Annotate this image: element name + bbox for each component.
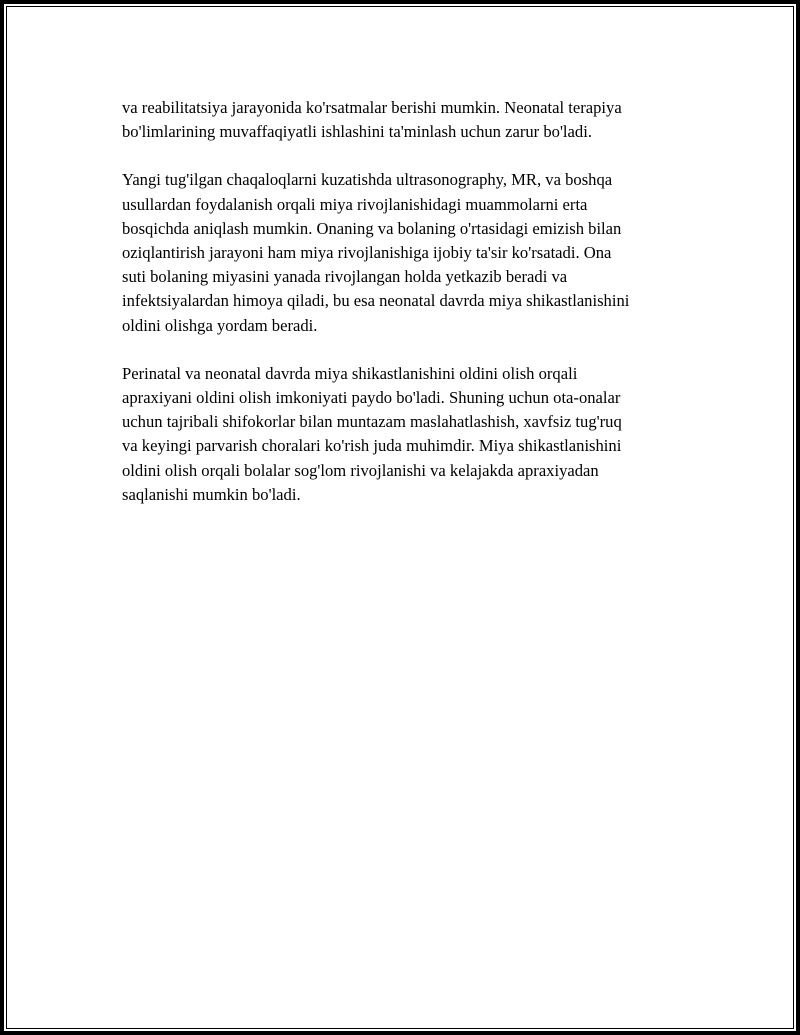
text-line: bo'limlarining muvaffaqiyatli ishlashini ta'minlash uchun zarur bo'ladi. bbox=[122, 122, 592, 142]
text-line: apraxiyani oldini olish imkoniyati paydo bo'ladi. Shuning uchun ota-onalar bbox=[122, 388, 621, 408]
text-line: oziqlantirish jarayoni ham miya rivojlanishiga ijobiy ta'sir ko'rsatadi. Ona bbox=[122, 243, 612, 263]
text-line: saqlanishi mumkin bo'ladi. bbox=[122, 484, 301, 504]
paragraph-1 bbox=[122, 96, 697, 144]
text-line: va reabilitatsiya jarayonida ko'rsatmalar berishi mumkin. Neonatal terapiya bbox=[122, 98, 622, 117]
paragraph-3 bbox=[122, 362, 697, 507]
text-line: suti bolaning miyasini yanada rivojlangan holda yetkazib beradi va bbox=[122, 267, 568, 287]
text-line: uchun tajribali shifokorlar bilan muntazam maslahatlashish, xavfsiz tug'ruq bbox=[122, 412, 622, 432]
text-line: usullardan foydalanish orqali miya rivojlanishidagi muammolarni erta bbox=[122, 194, 588, 214]
text-line: infektsiyalardan himoya qiladi, bu esa neonatal davrda miya shikastlanishini bbox=[122, 291, 630, 311]
text-line: Yangi tug'ilgan chaqaloqlarni kuzatishda ultrasonography, MR, va boshqa bbox=[122, 170, 613, 190]
paragraph-2 bbox=[122, 168, 697, 337]
document-body bbox=[122, 96, 697, 531]
text-line: va keyingi parvarish choralari ko'rish juda muhimdir. Miya shikastlanishini bbox=[122, 436, 622, 456]
text-line: bosqichda aniqlash mumkin. Onaning va bolaning o'rtasidagi emizish bilan bbox=[122, 218, 622, 238]
text-line: oldini olish orqali bolalar sog'lom rivojlanishi va kelajakda apraxiyadan bbox=[122, 460, 599, 480]
text-line: oldini olishga yordam beradi. bbox=[122, 315, 318, 335]
text-line: Perinatal va neonatal davrda miya shikastlanishini oldini olish orqali bbox=[122, 363, 578, 383]
